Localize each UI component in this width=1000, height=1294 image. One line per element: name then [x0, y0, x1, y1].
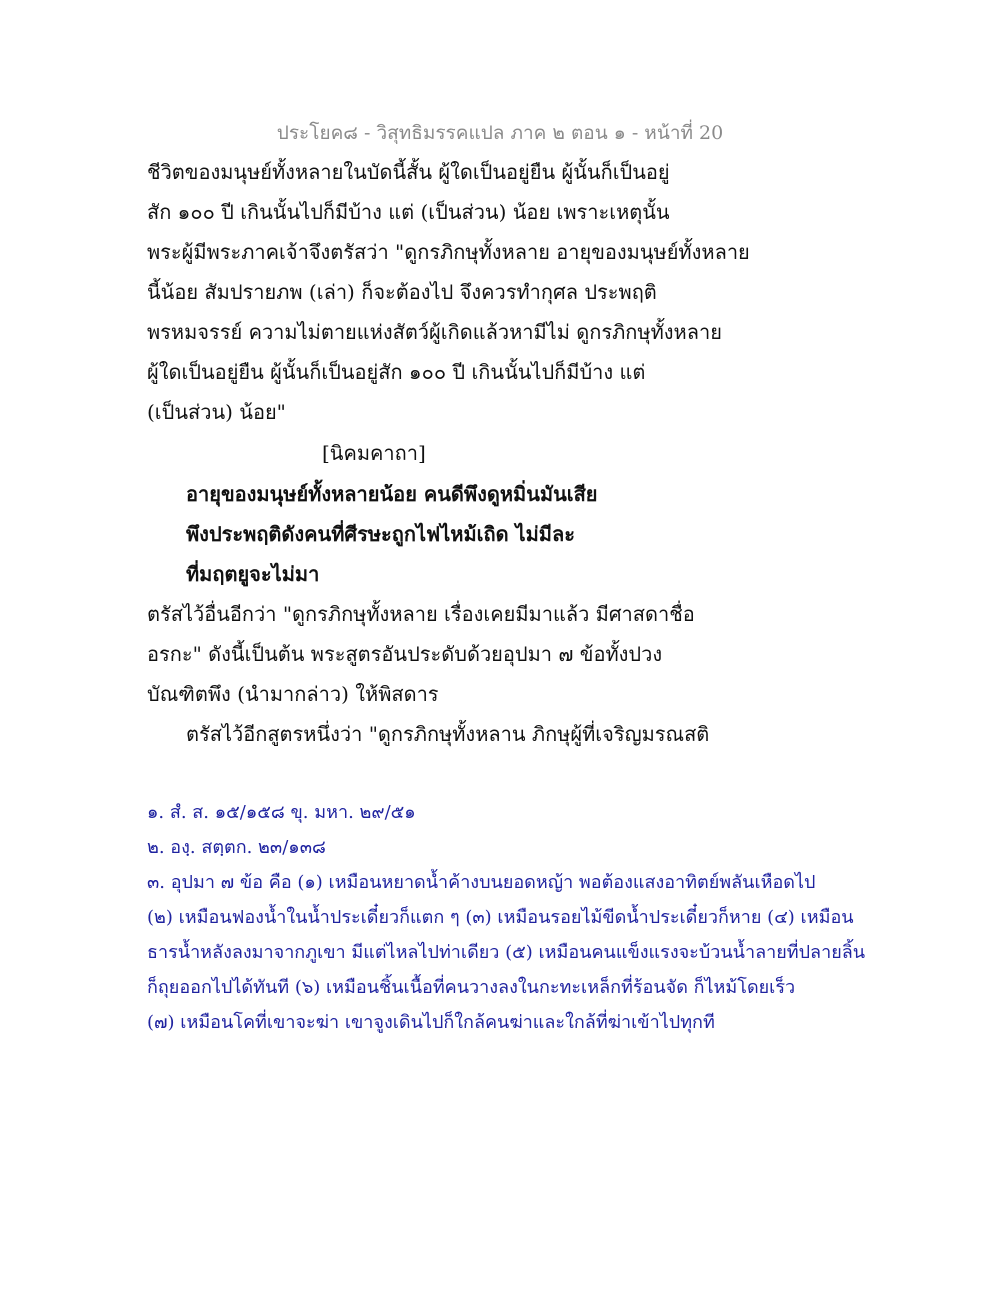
footnote: ธารน้ำหลังลงมาจากภูเขา มีแต่ไหลไปท่าเดียว (๕) เหมือนคนแข็งแรงจะบ้วนน้ำลายที่ปลายลิ้น [147, 942, 866, 963]
body-line: พรหมจรรย์ ความไม่ตายแห่งสัตว์ผู้เกิดแล้วหามีไม่ ดูกรภิกษุทั้งหลาย [147, 320, 722, 344]
verse-line: พึงประพฤติดังคนที่ศีรษะถูกไฟไหม้เถิด ไม่มีละ [186, 522, 575, 546]
footnote: ๓. อุปมา ๗ ข้อ คือ (๑) เหมือนหยาดน้ำค้างบนยอดหญ้า พอต้องแสงอาทิตย์พลันเหือดไป [147, 872, 816, 893]
footnote: (๗) เหมือนโคที่เขาจะฆ่า เขาจูงเดินไปก็ใกล้คนฆ่าและใกล้ที่ฆ่าเข้าไปทุกที [147, 1012, 715, 1033]
page-header: ประโยค๘ - วิสุทธิมรรคแปล ภาค ๒ ตอน ๑ - หน้าที่ 20 [276, 122, 724, 144]
body-line: นี้น้อย สัมปรายภพ (เล่า) ก็จะต้องไป จึงควรทำกุศล ประพฤติ [147, 280, 657, 304]
verse-heading: [นิคมคาถา] [322, 441, 426, 465]
verse-line: อายุของมนุษย์ทั้งหลายน้อย คนดีพึงดูหมิ่นมันเสีย [186, 482, 598, 506]
body-line: ตรัสไว้อีกสูตรหนึ่งว่า "ดูกรภิกษุทั้งหลาน ภิกษุผู้ที่เจริญมรณสติ [186, 722, 710, 746]
body-line: ตรัสไว้อื่นอีกว่า "ดูกรภิกษุทั้งหลาย เรื่องเคยมีมาแล้ว มีศาสดาชื่อ [147, 602, 695, 626]
body-line: พระผู้มีพระภาคเจ้าจึงตรัสว่า "ดูกรภิกษุทั้งหลาย อายุของมนุษย์ทั้งหลาย [147, 240, 750, 264]
body-line: (เป็นส่วน) น้อย" [147, 400, 286, 424]
verse-line: ที่มฤตยูจะไม่มา [186, 562, 320, 586]
footnote: (๒) เหมือนฟองน้ำในน้ำประเดี๋ยวก็แตก ๆ (๓) เหมือนรอยไม้ขีดน้ำประเดี๋ยวก็หาย (๔) เหมือน [147, 907, 854, 928]
body-line: สัก ๑๐๐ ปี เกินนั้นไปก็มีบ้าง แต่ (เป็นส่วน) น้อย เพราะเหตุนั้น [147, 200, 670, 224]
footnote: ๑. สํ. ส. ๑๕/๑๕๘ ขุ. มหา. ๒๙/๕๑ [147, 802, 416, 823]
footnote: ก็ถุยออกไปได้ทันที (๖) เหมือนชิ้นเนื้อที่คนวางลงในกะทะเหล็กที่ร้อนจัด ก็ไหม้โดยเร็ว [147, 977, 796, 998]
body-line: ผู้ใดเป็นอยู่ยืน ผู้นั้นก็เป็นอยู่สัก ๑๐๐ ปี เกินนั้นไปก็มีบ้าง แต่ [147, 360, 646, 384]
body-line: อรกะ" ดังนี้เป็นต้น พระสูตรอันประดับด้วยอุปมา ๗ ข้อทั้งปวง [147, 642, 663, 666]
body-line: ชีวิตของมนุษย์ทั้งหลายในบัดนี้สั้น ผู้ใดเป็นอยู่ยืน ผู้นั้นก็เป็นอยู่ [147, 160, 670, 184]
footnote: ๒. องฺ. สตฺตก. ๒๓/๑๓๘ [147, 837, 326, 858]
body-line: บัณฑิตพึง (นำมากล่าว) ให้พิสดาร [147, 682, 439, 706]
